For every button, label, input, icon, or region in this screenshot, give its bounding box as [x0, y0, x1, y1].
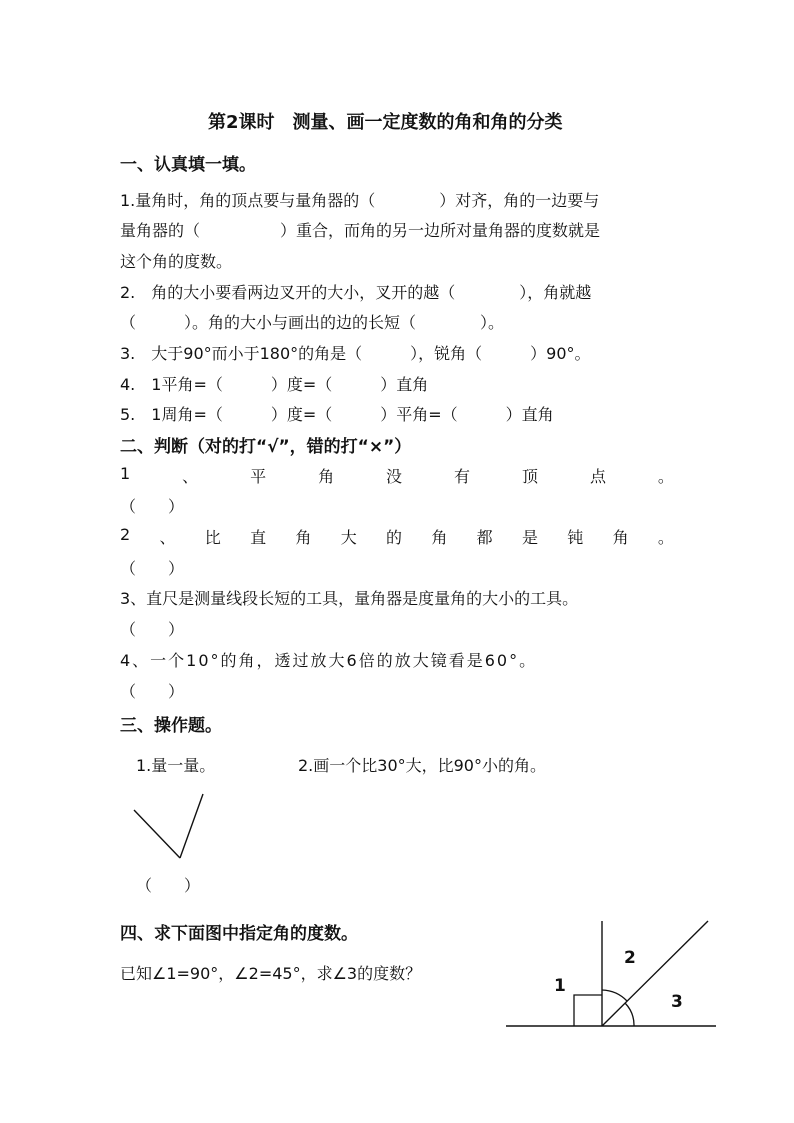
char: 角	[431, 528, 448, 547]
char: 都	[476, 528, 493, 547]
char: 顶	[521, 467, 538, 486]
section4-heading: 四、求下面图中指定角的度数。	[120, 924, 358, 944]
fill-line-2: 量角器的（ ）重合，而角的另一边所对量角器的度数就是	[120, 221, 601, 240]
judge-q3-blank[interactable]: （ ）	[120, 620, 185, 639]
judge-q1	[120, 464, 674, 487]
right-angle-mark	[574, 995, 602, 1026]
char: 大	[340, 528, 357, 547]
fill-line-8: 5. 1周角=（ ）度=（ ）平角=（ ）直角	[120, 405, 554, 424]
measure-answer-blank[interactable]: （ ）	[136, 876, 201, 895]
fill-line-3: 这个角的度数。	[120, 252, 233, 271]
judge-q1-blank[interactable]: （ ）	[120, 497, 185, 516]
fill-line-4: 2. 角的大小要看两边叉开的大小，叉开的越（ ），角就越	[120, 283, 592, 302]
label-angle-1: 1	[554, 976, 566, 996]
angle3-arc	[625, 1003, 634, 1026]
angle-ray-right	[180, 794, 203, 858]
section2-heading: 二、判断（对的打“√”，错的打“×”）	[120, 437, 412, 457]
char: 比	[204, 528, 221, 547]
judge-q4-blank[interactable]: （ ）	[120, 682, 185, 701]
fill-line-6: 3. 大于90°而小于180°的角是（ ），锐角（ ）90°。	[120, 344, 591, 363]
judge-q2	[120, 525, 674, 548]
angle-diagram	[500, 915, 725, 1035]
char: 钝	[567, 528, 584, 547]
char: 没	[386, 467, 403, 486]
fill-line-1: 1.量角时，角的顶点要与量角器的（ ）对齐，角的一边要与	[120, 191, 600, 210]
char: 的	[386, 528, 403, 547]
task-measure: 1.量一量。	[136, 756, 216, 775]
char: 角	[295, 528, 312, 547]
char: 、	[182, 467, 199, 486]
fill-line-7: 4. 1平角=（ ）度=（ ）直角	[120, 375, 429, 394]
char: 2	[120, 525, 131, 544]
label-angle-2: 2	[624, 948, 636, 968]
diagonal-line	[602, 921, 708, 1026]
judge-q2-blank[interactable]: （ ）	[120, 559, 185, 578]
char: 。	[657, 467, 674, 486]
char: 角	[318, 467, 335, 486]
char: 是	[521, 528, 538, 547]
char: 1	[120, 464, 131, 483]
label-angle-3: 3	[671, 992, 683, 1012]
char: 角	[612, 528, 629, 547]
char: 平	[250, 467, 267, 486]
char: 。	[657, 528, 674, 547]
fill-line-5: （ ）。角的大小与画出的边的长短（ ）。	[120, 313, 505, 332]
section3-heading: 三、操作题。	[120, 716, 222, 736]
judge-q3: 3、直尺是测量线段长短的工具，量角器是度量角的大小的工具。	[120, 589, 579, 608]
judge-q4: 4、一个10°的角，透过放大6倍的放大镜看是60°。	[120, 651, 538, 670]
angle-figure	[128, 788, 218, 868]
page-title: 第2课时 测量、画一定度数的角和角的分类	[208, 112, 563, 133]
char: 有	[454, 467, 471, 486]
angle2-arc	[602, 990, 627, 1001]
char: 直	[250, 528, 267, 547]
section1-heading: 一、认真填一填。	[120, 155, 256, 175]
char: 、	[159, 528, 176, 547]
angle-ray-left	[134, 810, 180, 858]
angle-question: 已知∠1=90°，∠2=45°，求∠3的度数？	[120, 964, 422, 983]
task-draw: 2.画一个比30°大，比90°小的角。	[298, 756, 546, 775]
char: 点	[589, 467, 606, 486]
